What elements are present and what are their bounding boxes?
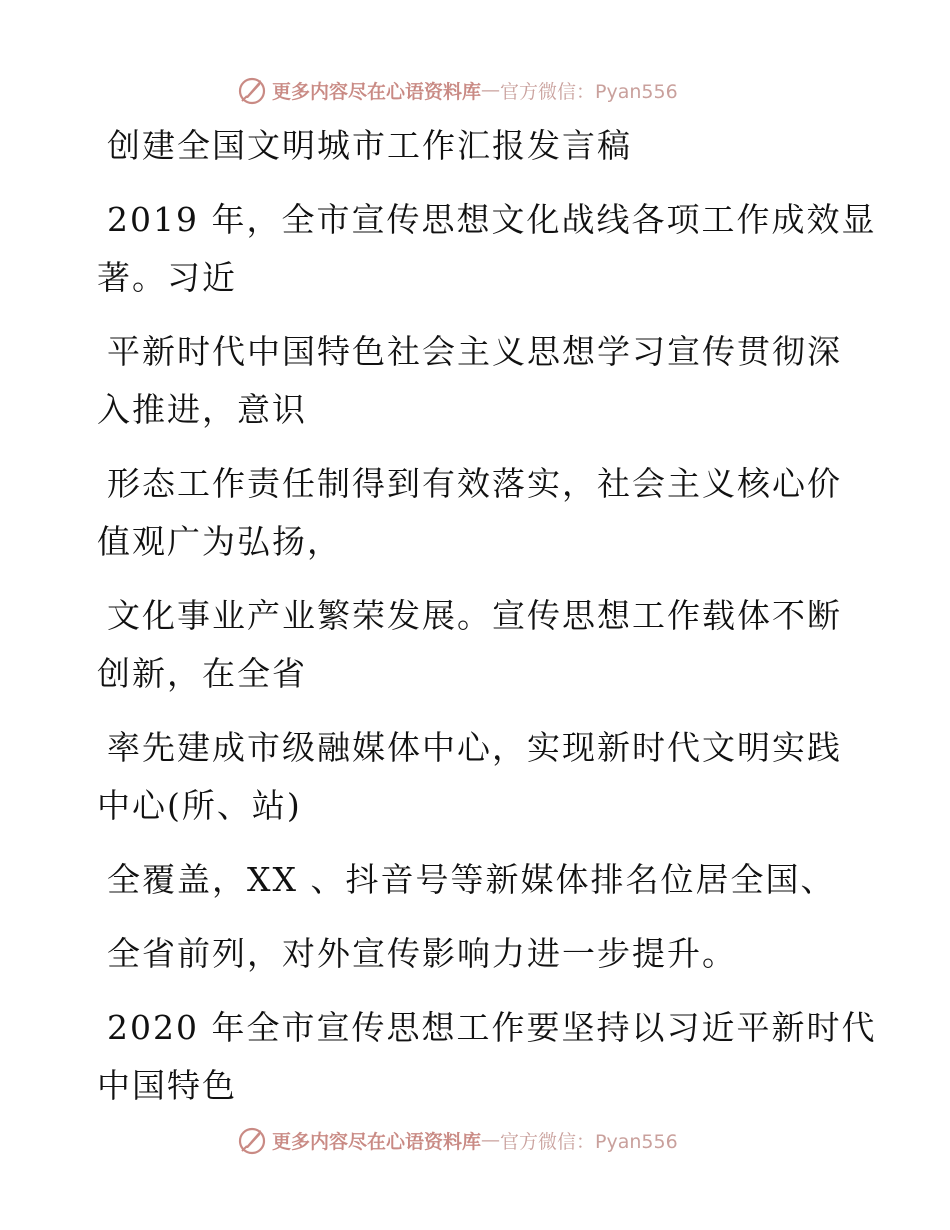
watermark-wechat-text: 官方微信：Pyan556 (500, 1130, 678, 1153)
paragraph-line: 率先建成市级融媒体中心，实现新时代文明实践 (107, 728, 842, 767)
paragraph-line: 中心(所、站) (97, 786, 302, 825)
footer-watermark (236, 1122, 678, 1158)
paragraph-line: 文化事业产业繁荣发展。宣传思想工作载体不断 (107, 596, 842, 635)
paragraph-line: 全覆盖，XX 、抖音号等新媒体排名位居全国、 (107, 860, 836, 899)
paragraph-line: 值观广为弘扬， (97, 522, 342, 561)
paragraph-line: 著。习近 (97, 258, 237, 297)
watermark-dash: — (481, 1129, 501, 1151)
watermark-main-text: 更多内容尽在心语资料库 (272, 80, 482, 103)
quill-logo-icon (236, 74, 268, 106)
watermark-dash: — (481, 79, 501, 101)
paragraph-line: 平新时代中国特色社会主义思想学习宣传贯彻深 (107, 332, 842, 371)
paragraph-line: 入推进，意识 (97, 390, 307, 429)
document-title: 创建全国文明城市工作汇报发言稿 (107, 126, 632, 165)
paragraph-line: 形态工作责任制得到有效落实，社会主义核心价 (107, 464, 842, 503)
paragraph-line: 2020 年全市宣传思想工作要坚持以习近平新时代 (107, 1008, 877, 1047)
header-watermark (236, 72, 678, 108)
watermark-wechat-text: 官方微信：Pyan556 (500, 80, 678, 103)
watermark-main-text: 更多内容尽在心语资料库 (272, 1130, 482, 1153)
paragraph-line: 2019 年，全市宣传思想文化战线各项工作成效显 (107, 200, 877, 239)
quill-logo-icon (236, 1124, 268, 1156)
paragraph-line: 全省前列，对外宣传影响力进一步提升。 (107, 934, 737, 973)
paragraph-line: 创新，在全省 (97, 654, 307, 693)
paragraph-line: 中国特色 (97, 1066, 237, 1105)
